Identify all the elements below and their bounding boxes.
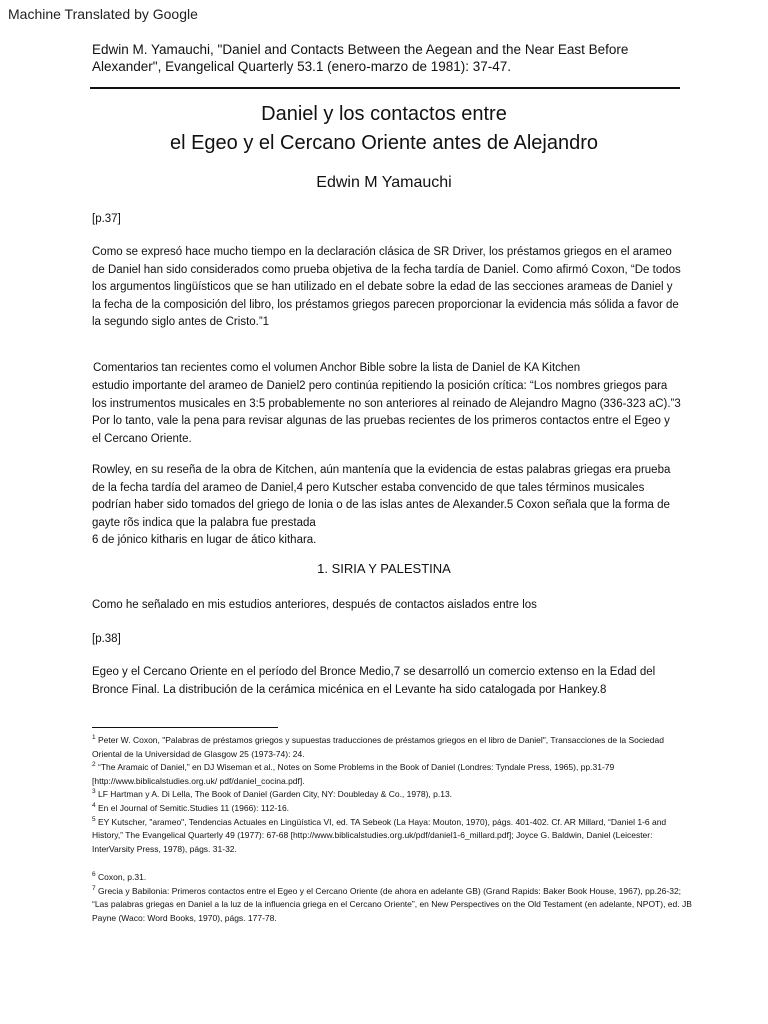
footnote <box>92 761 692 788</box>
paragraph-text: Egeo y el Cercano Oriente en el período del Bronce Medio,7 se desarrolló un comercio extenso en la Edad del Bronce Final. La distribución de la cerámica micénica en el Levante ha sido catalogada por Hankey.8 <box>92 666 656 696</box>
footnotes-group-2 <box>92 871 692 925</box>
footnote-text: “The Aramaic of Daniel,” en DJ Wiseman et al., Notes on Some Problems in the Book of Daniel (Londres: Tyndale Press, 1965), pp.31-79 [http://www.biblicalstudies.org.uk/ pdf/daniel_cocina.pdf]. <box>92 762 615 786</box>
machine-translation-banner: Machine Translated by Google <box>8 6 198 22</box>
paragraph-5 <box>92 664 682 699</box>
footnote <box>92 871 692 885</box>
paragraph-text: Como he señalado en mis estudios anteriores, después de contactos aislados entre los <box>92 599 537 611</box>
footnote-number: 5 <box>92 815 96 823</box>
footnote-number: 3 <box>92 788 96 796</box>
paragraph-text-tail: 6 de jónico kitharis en lugar de ático kithara. <box>92 534 317 546</box>
footnote-text: LF Hartman y A. Di Lella, The Book of Daniel (Garden City, NY: Doubleday & Co., 1978), p.13. <box>98 789 453 800</box>
header-divider <box>90 87 680 89</box>
paragraph-text: estudio importante del arameo de Daniel2 pero continúa repitiendo la posición crítica: “Los nombres griegos para los instrumentos musicales en 3:5 probablemente no son anteriores al reinado de Alejandro Magno (336-323 aC).”3 Por lo tanto, vale la pena para revisar algunas de las pruebas recientes de los primeros contactos entre el Egeo y el Cercano Oriente. <box>92 380 681 445</box>
footnote-text: Grecia y Babilonia: Primeros contactos entre el Egeo y el Cercano Oriente (de ahora en adelante GB) (Grand Rapids: Baker Book House, 1967), pp.26-32; “Las palabras griegas en Daniel a la luz de la influencia griega en el Cercano Oriente”, en New Perspectives on the Old Testament (en adelante, NPOT), ed. JB Payne (Waco: Word Books, 1970), págs. 177-78. <box>92 885 692 923</box>
footnote-text: EY Kutscher, "arameo", Tendencias Actuales en Lingüística VI, ed. TA Sebeok (La Haya: Mouton, 1970), págs. 401-402. Cf. AR Millard, “Daniel 1-6 and History,” The Evangelical Quarterly 49 (1977): 67-68 [http://www.biblicalstudies.org.uk/pdf/daniel1-6_millard.pdf]; Joyce G. Baldwin, Daniel (Leicester: InterVarsity Press, 1978), págs. 31-32. <box>92 816 667 854</box>
paragraph-2 <box>92 378 682 448</box>
article-author: Edwin M Yamauchi <box>316 174 452 191</box>
footnote-number: 7 <box>92 884 96 892</box>
page-reference: [p.37] <box>92 213 121 225</box>
paragraph-1 <box>92 244 682 332</box>
source-citation: Edwin M. Yamauchi, "Daniel and Contacts Between the Aegean and the Near East Before Alexander", Evangelical Quarterly 53.1 (enero-marzo de 1981): 37-47. <box>92 42 629 74</box>
footnote-number: 4 <box>92 801 96 809</box>
paragraph-2-first-line: Comentarios tan recientes como el volumen Anchor Bible sobre la lista de Daniel de KA Kitchen <box>93 362 581 374</box>
footnote <box>92 885 692 926</box>
footnote-text: Peter W. Coxon, "Palabras de préstamos griegos y supuestas traducciones de préstamos griegos en el libro de Daniel", Transacciones de la Sociedad Oriental de la Universidad de Glasgow 25 (1973-74): 24. <box>92 735 664 759</box>
footnote-text: En el Journal of Semitic.Studies 11 (1966): 112-16. <box>98 802 290 813</box>
page-reference: [p.38] <box>92 633 121 645</box>
footnote-divider <box>92 727 278 728</box>
footnote <box>92 802 692 816</box>
footnote <box>92 816 692 857</box>
paragraph-text: Como se expresó hace mucho tiempo en la declaración clásica de SR Driver, los préstamos griegos en el arameo de Daniel han sido considerados como prueba objetiva de la fecha tardía de Daniel. Como afirmó Coxon, “De todos los argumentos lingüísticos que se han utilizado en el debate sobre la edad de las secciones arameas de Daniel y la fecha de la composición del libro, los préstamos griegos parecen proporcionar la evidencia más sólida a favor de la segundo siglo antes de Cristo.”1 <box>92 246 681 328</box>
paragraph-4 <box>92 597 682 615</box>
paragraph-text: Rowley, en su reseña de la obra de Kitchen, aún mantenía que la evidencia de estas palabras griegas era prueba de la fecha tardía del arameo de Daniel,4 pero Kutscher estaba convencido de que tales términos musicales podrían haber sido tomados del griego de Ionia o de las islas antes de Alexander.5 Coxon señala que la forma de gayte rõs indica que la palabra fue prestada <box>92 464 671 529</box>
paragraph-3 <box>92 462 682 550</box>
section-heading: 1. SIRIA Y PALESTINA <box>317 561 451 576</box>
footnotes-group-1 <box>92 734 692 856</box>
footnote-number: 6 <box>92 871 96 878</box>
footnote <box>92 734 692 761</box>
footnote <box>92 788 692 802</box>
footnote-text: Coxon, p.31. <box>98 872 147 882</box>
article-title-line-1: Daniel y los contactos entre <box>261 103 507 125</box>
footnote-number: 1 <box>92 734 96 741</box>
article-title-line-2: el Egeo y el Cercano Oriente antes de Alejandro <box>169 132 599 154</box>
footnote-number: 2 <box>92 761 96 769</box>
